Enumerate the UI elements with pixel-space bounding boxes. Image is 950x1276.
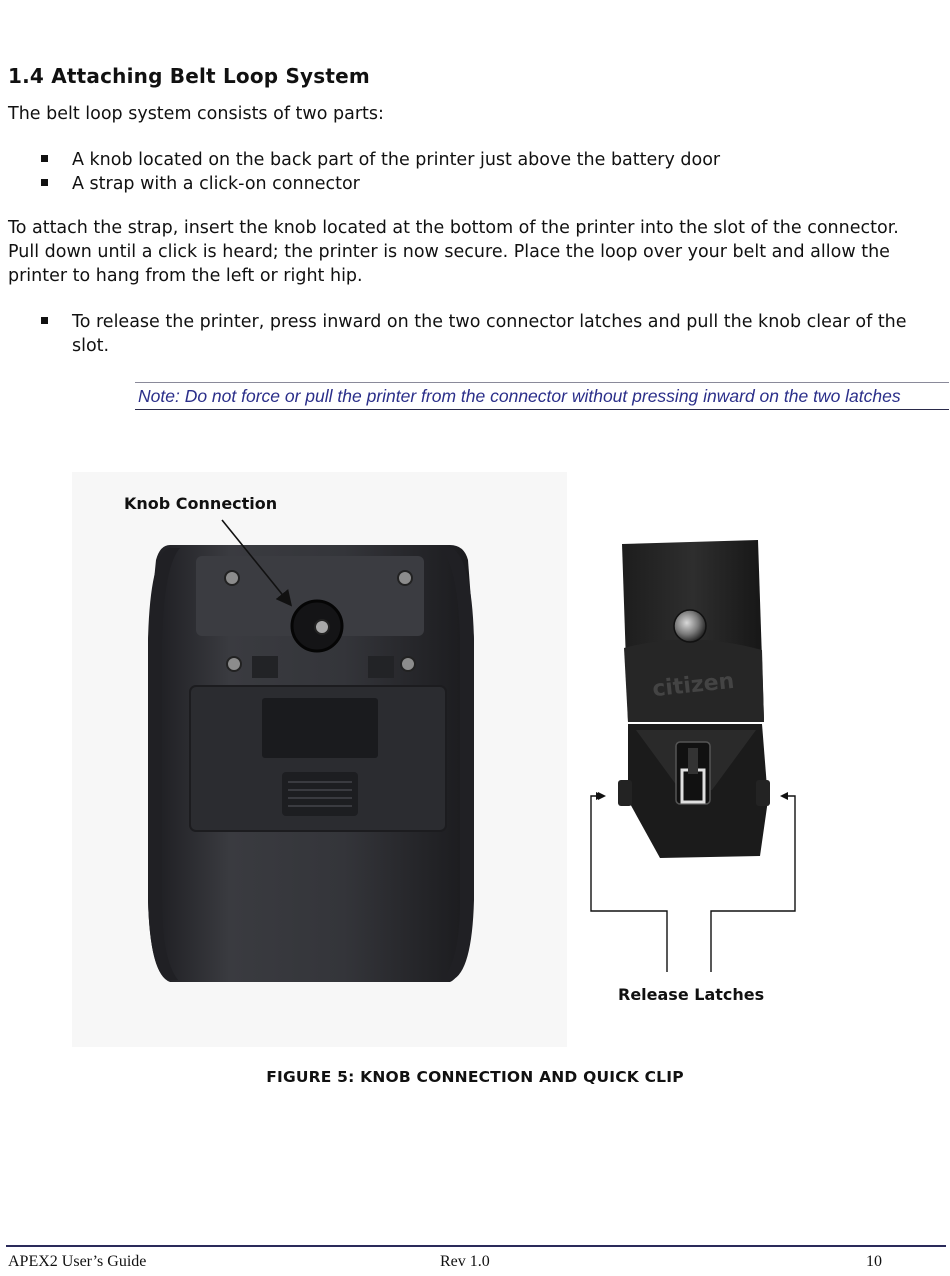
release-latches-label: Release Latches <box>618 985 765 1004</box>
knob-connection-label: Knob Connection <box>124 494 278 513</box>
attach-paragraph: To attach the strap, insert the knob located at the bottom of the printer into the slot of the connector. Pull down until a click is heard; the printer is now secure. Place the loop over your belt and allow the printer to hang from the left or right hip. <box>8 218 899 286</box>
printer-image <box>148 545 474 982</box>
list-item: A strap with a click-on connector <box>40 172 920 196</box>
left-latch-arrowhead <box>598 792 606 800</box>
brand-mark: citizen <box>651 668 736 703</box>
section-title: 1.4 Attaching Belt Loop System <box>8 64 370 88</box>
list-item: To release the printer, press inward on the two connector latches and pull the knob clear of the slot. <box>40 310 920 358</box>
intro-text: The belt loop system consists of two parts: <box>8 104 384 124</box>
footer-revision: Rev 1.0 <box>440 1253 490 1270</box>
note-box: Note: Do not force or pull the printer from the connector without pressing inward on the two latches <box>135 382 949 410</box>
page-number: 10 <box>866 1253 882 1270</box>
belt-clip-image <box>618 540 770 858</box>
footer-title: APEX2 User’s Guide <box>8 1253 147 1270</box>
figure-caption: FIGURE 5: KNOB CONNECTION AND QUICK CLIP <box>266 1068 684 1086</box>
right-latch-arrowhead <box>780 792 788 800</box>
list-item: A knob located on the back part of the printer just above the battery door <box>40 148 920 172</box>
footer-rule <box>6 1245 946 1247</box>
